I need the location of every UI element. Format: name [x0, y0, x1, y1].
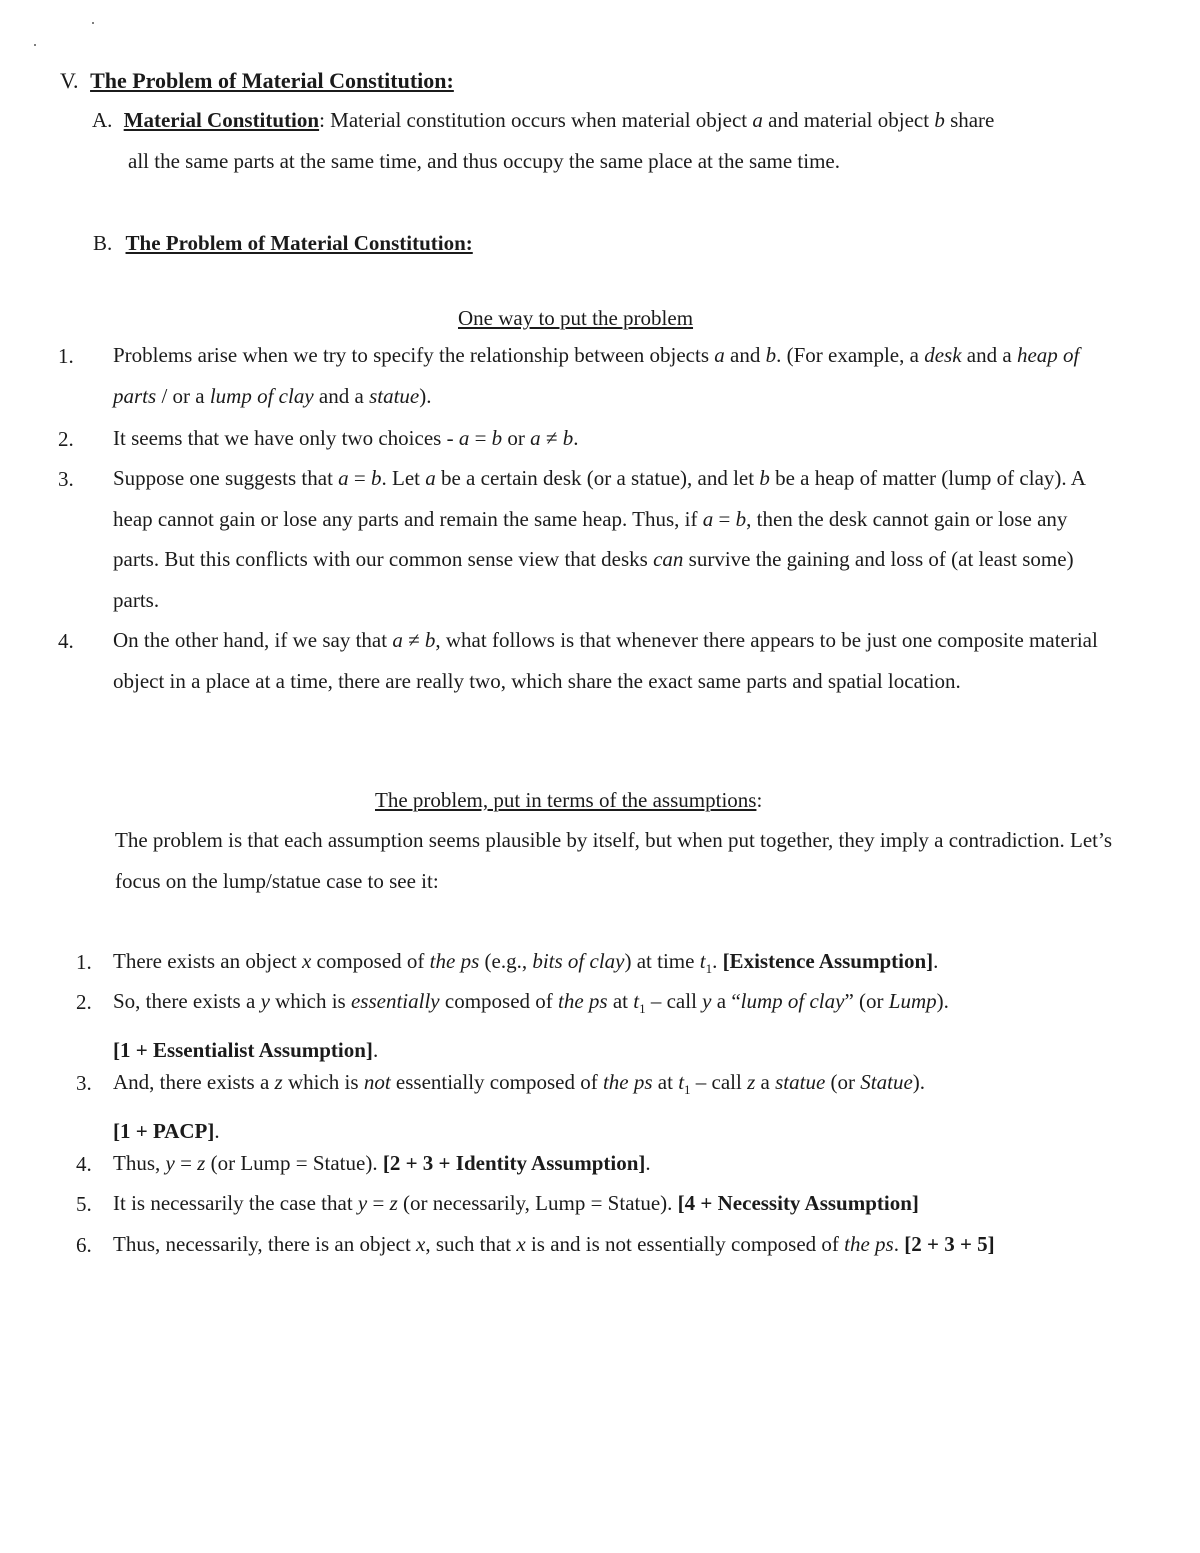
item-number: 2. — [76, 990, 92, 1014]
item-number: 3. — [76, 1071, 92, 1095]
subsection-b-heading — [93, 231, 473, 256]
subsection-b-letter: B. — [93, 231, 113, 255]
item-number: 4. — [58, 629, 74, 653]
section-heading — [60, 68, 454, 94]
assumption-item-2: So, there exists a y which is essentially composed of the ps at $t_1$ – call y a “lump of clay” (or Lump). [1 + Essentialist Assumption]. — [113, 989, 949, 1062]
assumption-item-1: There exists an object x composed of the ps (e.g., bits of clay) at time $t_1$. [Existence Assumption]. — [113, 949, 939, 977]
subsection-a-term: Material Constitution — [123, 108, 320, 132]
item-number: 2. — [58, 427, 74, 451]
item-number: 1. — [76, 950, 92, 974]
assumption-item-3: And, there exists a z which is not essentially composed of the ps at $t_1$ – call z a statue (or Statue). [1 + PACP]. — [113, 1070, 926, 1143]
subsection-a-letter: A. — [92, 108, 113, 132]
assumption-item-5: It is necessarily the case that y = z (or necessarily, Lump = Statue). [4 + Necessity Assumption] — [113, 1191, 919, 1215]
part-two-heading: The problem, put in terms of the assumptions: — [375, 788, 763, 812]
item-number: 3. — [58, 467, 74, 491]
item-number: 1. — [58, 344, 74, 368]
section-numeral: V. — [60, 68, 79, 93]
subsection-a-line1: A. Material Constitution: Material constitution occurs when material object a and material object b share — [92, 108, 995, 132]
part-one-item-1: Problems arise when we try to specify the relationship between objects a and b. (For example, a desk and a heap of parts / or a lump of clay and a statue). — [113, 343, 1080, 408]
scan-speck — [34, 44, 36, 46]
subsection-b-title: The Problem of Material Constitution: — [125, 231, 473, 255]
part-two-intro: The problem is that each assumption seems plausible by itself, but when put together, they imply a contradiction. Let’s focus on the lump/statue case to see it: — [115, 828, 1113, 893]
subsection-a-line2: all the same parts at the same time, and thus occupy the same place at the same time. — [128, 149, 841, 173]
section-title: The Problem of Material Constitution: — [90, 68, 454, 93]
assumption-item-6: Thus, necessarily, there is an object x, such that x is and is not essentially composed of the ps. [2 + 3 + 5] — [113, 1232, 995, 1256]
part-one-heading: One way to put the problem — [458, 306, 694, 330]
part-one-item-2: It seems that we have only two choices - a = b or a ≠ b. — [113, 426, 579, 450]
part-one-item-4: On the other hand, if we say that a ≠ b, what follows is that whenever there appears to be just one composite material object in a place at a time, there are really two, which share the exact same parts and spatial location. — [113, 628, 1098, 693]
item-number: 4. — [76, 1152, 92, 1176]
part-one-item-3: Suppose one suggests that a = b. Let a be a certain desk (or a statue), and let b be a heap of matter (lump of clay). A heap cannot gain or lose any parts and remain the same heap. Thus, if a = b, then the desk cannot gain or lose any parts. But this conflicts with our common sense view that desks can survive the gaining and loss of (at least some) parts. — [113, 466, 1085, 612]
assumption-item-4: Thus, y = z (or Lump = Statue). [2 + 3 + Identity Assumption]. — [113, 1151, 651, 1175]
scan-speck — [92, 22, 94, 24]
item-number: 6. — [76, 1233, 92, 1257]
item-number: 5. — [76, 1192, 92, 1216]
